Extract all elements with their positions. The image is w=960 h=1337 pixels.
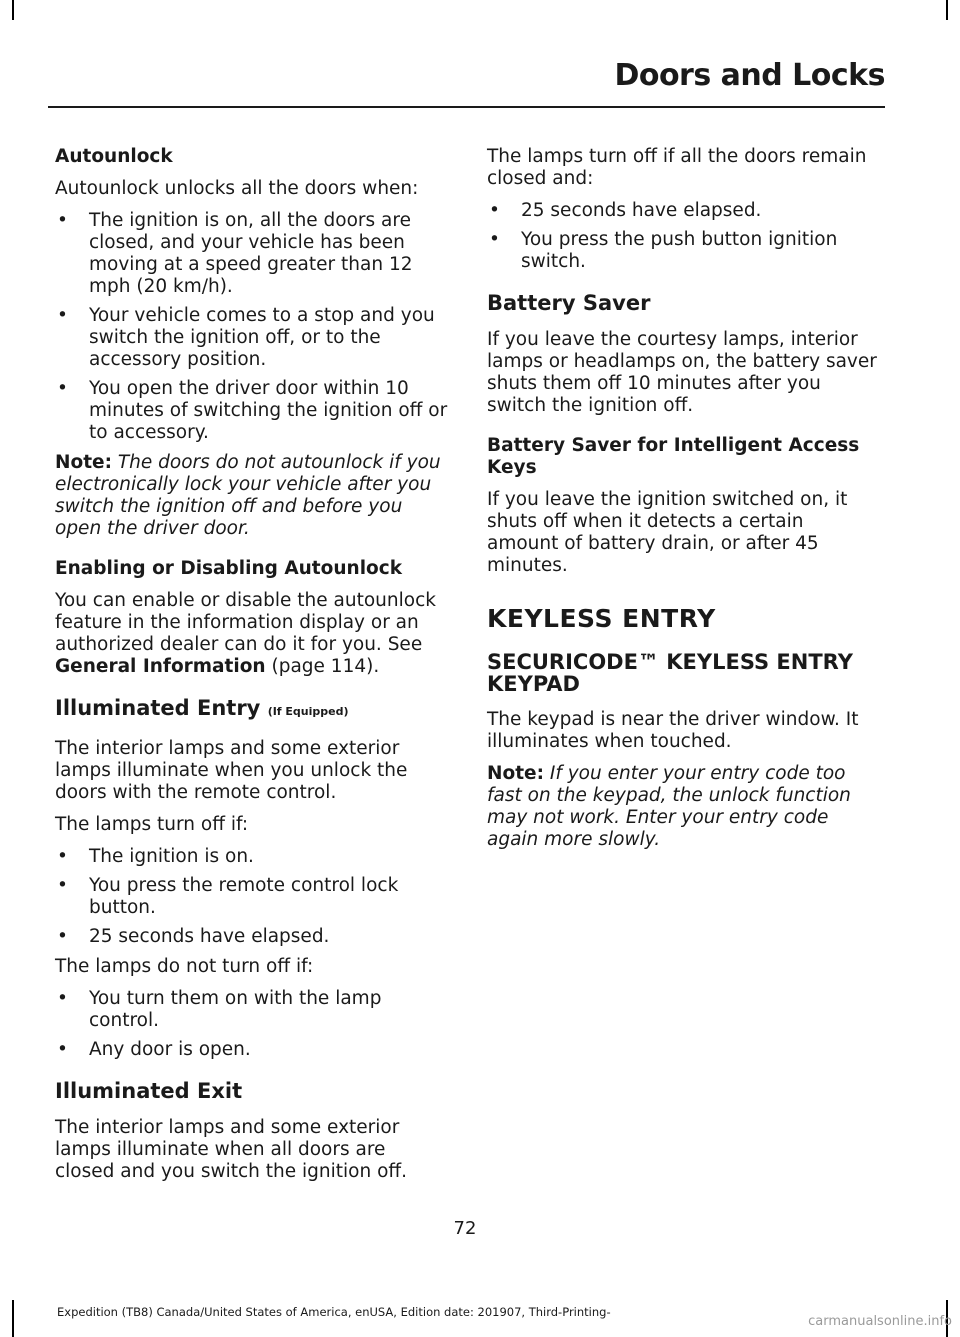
page-title: Doors and Locks [614,58,885,93]
illuminated-entry-heading: Illuminated Entry (If Equipped) [55,696,349,720]
turn-off-intro: The lamps turn off if: [55,814,249,835]
right-column [487,146,880,861]
left-column [55,146,448,1193]
list-item: • You press the remote control lock button. [57,875,399,918]
enabling-text: You can enable or disable the autounlock feature in the information display or an authorized dealer can do it for you. See General Information (page 114). [55,590,436,677]
bullet-glyph: • [489,200,500,221]
list-item: • 25 seconds have elapsed. [489,200,762,221]
list-item: • The ignition is on. [57,846,254,867]
exit-continued-list [487,200,880,273]
list-item: • Your vehicle comes to a stop and you switch the ignition off, or to the accessory position. [57,305,435,370]
crop-mark-top-right [946,0,948,20]
note-text: The doors do not autounlock if you electronically lock your vehicle after you switch the ignition off and before you open the driver door. [55,452,441,539]
exit-continued-intro: The lamps turn off if all the doors remain closed and: [487,146,867,189]
crop-mark-bottom-left [12,1300,14,1337]
bullet-glyph: • [489,229,500,250]
bullet-glyph: • [57,926,68,947]
bullet-glyph: • [57,846,68,867]
enabling-heading: Enabling or Disabling Autounlock [55,558,403,579]
keypad-heading: SECURICODE™ KEYLESS ENTRY KEYPAD [487,650,853,696]
note-label: Note: [55,452,112,473]
header-divider [48,106,885,108]
keyless-entry-heading: KEYLESS ENTRY [487,604,716,633]
bullet-glyph: • [57,305,68,326]
illuminated-exit-text: The interior lamps and some exterior lamps illuminate when all doors are closed and you switch the ignition off. [55,1117,408,1182]
note-label: Note: [487,763,544,784]
battery-saver-keys-heading: Battery Saver for Intelligent Access Keys [487,435,860,478]
keypad-text: The keypad is near the driver window. It illuminates when touched. [487,709,859,752]
autounlock-list [55,210,448,444]
turn-off-list [55,846,448,948]
battery-saver-text: If you leave the courtesy lamps, interior lamps or headlamps on, the battery saver shuts them off 10 minutes after you switch the ignition off. [487,329,877,416]
if-equipped-tag: (If Equipped) [267,705,349,718]
list-item: • Any door is open. [57,1039,251,1060]
autounlock-note [55,452,448,540]
general-information-link[interactable]: General Information [55,656,266,677]
page-number: 72 [453,1218,477,1239]
list-item: • You turn them on with the lamp control. [57,988,382,1031]
battery-saver-heading: Battery Saver [487,291,651,315]
bullet-glyph: • [57,988,68,1009]
note-text: If you enter your entry code too fast on the keypad, the unlock function may not work. Enter your entry code again more slowly. [487,763,851,850]
autounlock-intro: Autounlock unlocks all the doors when: [55,178,419,199]
illuminated-exit-heading: Illuminated Exit [55,1079,243,1103]
bullet-glyph: • [57,378,68,399]
page-header [614,58,885,93]
edition-footer: Expedition (TB8) Canada/United States of America, enUSA, Edition date: 201907, Third-Printing- [57,1305,611,1319]
bullet-glyph: • [57,875,68,896]
not-off-list [55,988,448,1061]
not-off-intro: The lamps do not turn off if: [55,956,314,977]
bullet-glyph: • [57,210,68,231]
crop-mark-top-left [12,0,14,20]
battery-saver-keys-text: If you leave the ignition switched on, it shuts off when it detects a certain amount of battery drain, or after 45 minutes. [487,489,848,576]
autounlock-heading: Autounlock [55,146,173,167]
list-item: • 25 seconds have elapsed. [57,926,330,947]
bullet-glyph: • [57,1039,68,1060]
illuminated-entry-intro: The interior lamps and some exterior lamps illuminate when you unlock the doors with the remote control. [55,738,408,803]
keypad-note [487,763,880,851]
list-item: • The ignition is on, all the doors are closed, and your vehicle has been moving at a speed greater than 12 mph (20 km/h). [57,210,413,297]
list-item: • You open the driver door within 10 minutes of switching the ignition off or to accessory. [57,378,448,443]
watermark: carmanualsonline.info [808,1314,952,1329]
list-item: • You press the push button ignition switch. [489,229,838,272]
